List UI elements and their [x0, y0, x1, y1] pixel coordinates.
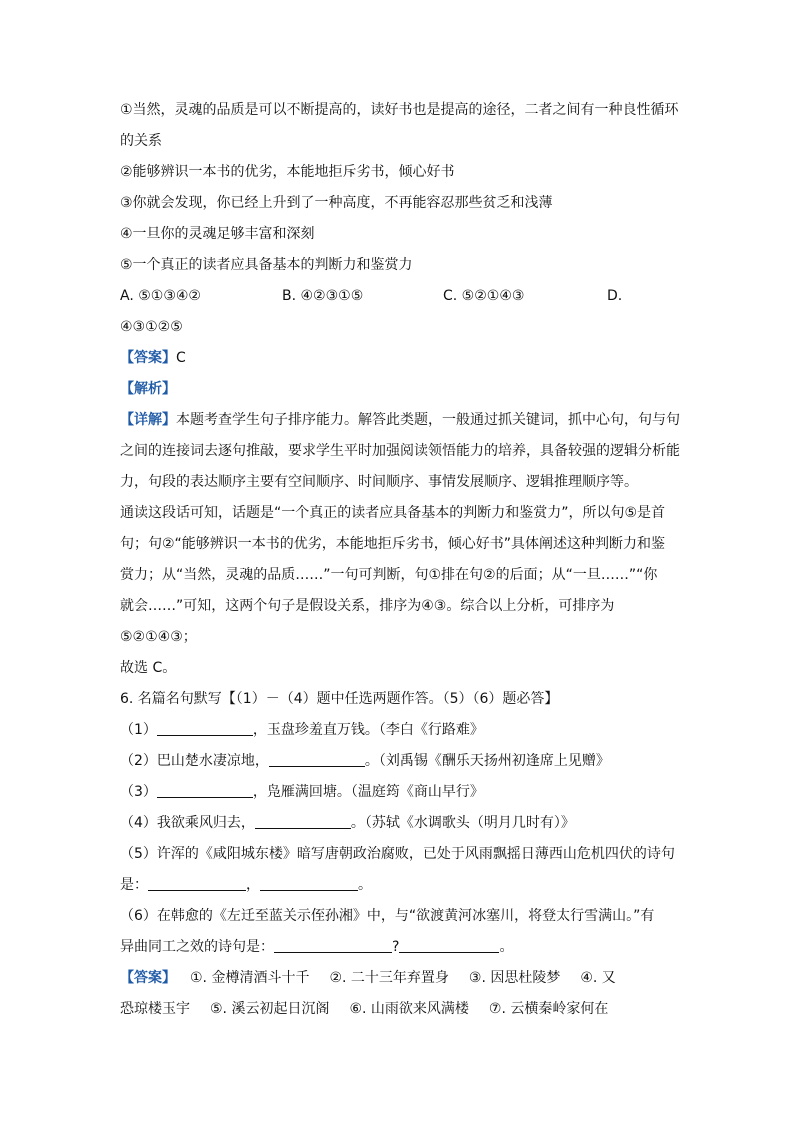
answer-line — [120, 998, 608, 1020]
answer-item: ④. 又 — [580, 970, 616, 986]
item-separator: ? — [392, 939, 400, 955]
question-6-title: 6. 名篇名句默写【（1）－（4）题中任选两题作答。（5）（6）题必答】 — [120, 691, 559, 707]
analysis-tag: 【解析】 — [120, 381, 176, 397]
analysis-line: ⑤②①④③； — [120, 629, 197, 645]
answer-item: ⑥. 山雨欲来风满楼 — [349, 1001, 469, 1017]
answer-item: ①. 金樽清酒斗十千 — [190, 970, 310, 986]
answer-tag: 【答案】 — [120, 970, 176, 986]
recite-item-1 — [120, 720, 484, 740]
recite-item-6-blanks — [120, 937, 513, 957]
recite-item-5-blanks — [120, 875, 372, 895]
analysis-line: 就会……”可知，这两个句子是假设关系，排序为④③。综合以上分析，可排序为 — [120, 598, 615, 614]
item-number: （3） — [120, 784, 157, 800]
recite-item-6: （6）在韩愈的《左迁至蓝关示侄孙湘》中，与“欲渡黄河冰塞川，将登太行雪满山。”有 — [120, 908, 655, 924]
item-number: （2） — [120, 753, 157, 769]
analysis-line: 力，句段的表达顺序主要有空间顺序、时间顺序、事情发展顺序、逻辑推理顺序等。 — [120, 474, 638, 490]
answer-item: 恐琼楼玉宇 — [120, 1001, 190, 1017]
sentence-line: ⑤一个真正的读者应具备基本的判断力和鉴赏力 — [120, 257, 413, 273]
item-end: 。 — [358, 877, 372, 893]
sentence-line: ①当然，灵魂的品质是可以不断提高的，读好书也是提高的途径，二者之间有一种良性循环 — [120, 102, 679, 118]
analysis-heading — [120, 379, 176, 399]
sentence-line: ③你就会发现，你已经上升到了一种高度，不再能容忍那些贫乏和浅薄 — [120, 195, 553, 211]
fill-blank[interactable] — [255, 814, 351, 829]
option-b: B. ④②③①⑤ — [282, 288, 364, 304]
fill-blank[interactable] — [157, 783, 253, 798]
analysis-line: 赏力；从“当然，灵魂的品质……”一句可判断，句①排在句②的后面；从“一旦……”“你 — [120, 567, 658, 583]
fill-blank[interactable] — [269, 752, 365, 767]
item-number: （4） — [120, 815, 157, 831]
item-text: 巴山楚水凄凉地， — [156, 753, 269, 769]
answer-value: C — [176, 350, 186, 366]
item-text: 。（苏轼《水调歌头（明月几时有）》 — [350, 815, 575, 831]
item-text: ，凫雁满回塘。（温庭筠《商山早行》 — [252, 784, 484, 800]
answer-line — [120, 348, 186, 368]
sentence-line: ④一旦你的灵魂足够丰富和深刻 — [120, 226, 315, 242]
analysis-line: 通读这段话可知，话题是“一个真正的读者应具备基本的判断力和鉴赏力”，所以句⑤是首 — [120, 505, 666, 521]
fill-blank[interactable] — [274, 938, 392, 953]
fill-blank[interactable] — [260, 876, 358, 891]
item-text: 我欲乘风归去， — [156, 815, 255, 831]
recite-item-3 — [120, 782, 484, 802]
recite-item-2 — [120, 751, 610, 771]
answer-item: ⑤. 溪云初起日沉阁 — [210, 1001, 330, 1017]
item-text: 。（刘禹锡《酬乐天扬州初逢席上见赠》 — [364, 753, 610, 769]
item-end: 。 — [499, 939, 514, 955]
answer-tag: 【答案】 — [120, 350, 176, 366]
sentence-line: 的关系 — [120, 133, 162, 149]
answer-item: ③. 因思杜陵梦 — [468, 970, 561, 986]
item-text: 是： — [120, 877, 148, 893]
option-d: D. — [607, 288, 623, 304]
item-separator: ， — [246, 877, 260, 893]
fill-blank[interactable] — [399, 938, 499, 953]
analysis-line — [120, 410, 680, 430]
item-number: （1） — [120, 722, 157, 738]
option-d-value: ④③①②⑤ — [120, 319, 183, 335]
detail-tag: 【详解】 — [120, 412, 176, 428]
answer-item: ⑦. 云横秦岭家何在 — [488, 1001, 609, 1017]
fill-blank[interactable] — [148, 876, 246, 891]
answer-item: ②. 二十三年弃置身 — [329, 970, 449, 986]
answer-line — [120, 967, 616, 989]
option-a: A. ⑤①③④② — [120, 288, 201, 304]
sentence-line: ②能够辨识一本书的优劣，本能地拒斥劣书，倾心好书 — [120, 164, 455, 180]
analysis-line: 故选 C。 — [120, 660, 177, 676]
recite-item-4 — [120, 813, 575, 833]
option-c: C. ⑤②①④③ — [443, 288, 525, 304]
analysis-text: 本题考查学生句子排序能力。解答此类题，一般通过抓关键词，抓中心句，句与句 — [176, 412, 680, 428]
item-text: 异曲同工之效的诗句是： — [120, 939, 274, 955]
recite-item-5: （5）许浑的《咸阳城东楼》暗写唐朝政治腐败，已处于风雨飘摇日薄西山危机四伏的诗句 — [120, 846, 675, 862]
item-text: ，玉盘珍羞直万钱。（李白《行路难》 — [252, 722, 484, 738]
fill-blank[interactable] — [157, 721, 253, 736]
analysis-line: 之间的连接词去逐句推敲，要求学生平时加强阅读领悟能力的培养，具备较强的逻辑分析能 — [120, 443, 680, 459]
analysis-line: 句；句②“能够辨识一本书的优劣，本能地拒斥劣书，倾心好书”具体阐述这种判断力和鉴 — [120, 536, 666, 552]
